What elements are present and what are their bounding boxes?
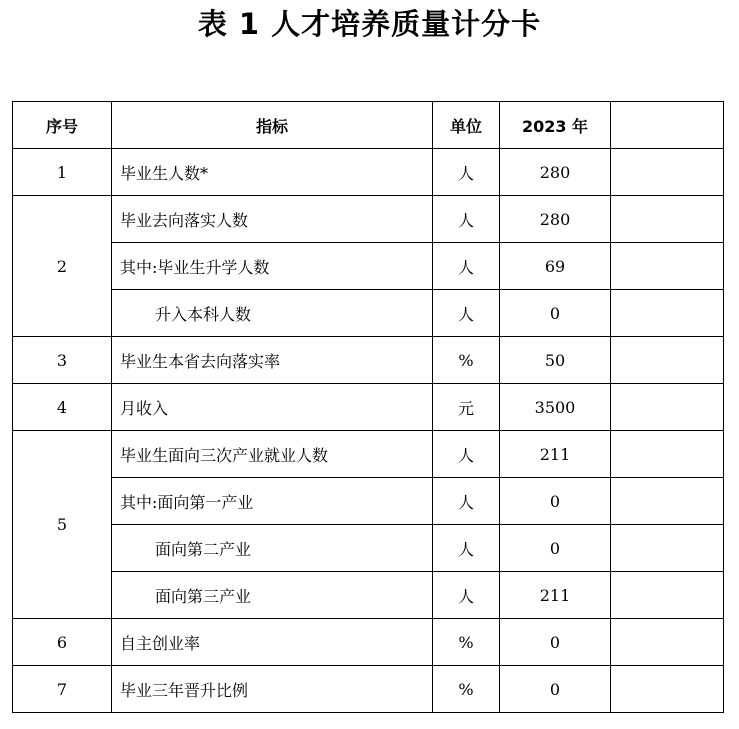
value-cell: 0 <box>500 619 611 666</box>
seq-cell: 5 <box>13 431 112 619</box>
indicator-cell: 自主创业率 <box>112 619 433 666</box>
unit-cell: 人 <box>433 243 500 290</box>
unit-cell: 人 <box>433 196 500 243</box>
table-row <box>13 431 724 478</box>
table-row <box>13 384 724 431</box>
table-row <box>13 196 724 243</box>
extra-cell <box>611 525 724 572</box>
indicator-cell: 面向第三产业 <box>112 572 433 619</box>
header-indicator: 指标 <box>112 102 433 149</box>
table-row <box>13 149 724 196</box>
value-cell: 211 <box>500 572 611 619</box>
indicator-cell: 毕业生本省去向落实率 <box>112 337 433 384</box>
header-year: 2023 年 <box>500 102 611 149</box>
header-extra <box>611 102 724 149</box>
unit-cell: 人 <box>433 478 500 525</box>
unit-cell: 人 <box>433 290 500 337</box>
unit-cell: 元 <box>433 384 500 431</box>
value-cell: 3500 <box>500 384 611 431</box>
indicator-cell: 升入本科人数 <box>112 290 433 337</box>
table-row <box>13 572 724 619</box>
table-row <box>13 478 724 525</box>
seq-cell: 1 <box>13 149 112 196</box>
value-cell: 0 <box>500 666 611 713</box>
table-row <box>13 337 724 384</box>
extra-cell <box>611 619 724 666</box>
indicator-cell: 其中:毕业生升学人数 <box>112 243 433 290</box>
value-cell: 280 <box>500 149 611 196</box>
indicator-cell: 毕业生人数* <box>112 149 433 196</box>
seq-cell: 3 <box>13 337 112 384</box>
extra-cell <box>611 666 724 713</box>
value-cell: 0 <box>500 525 611 572</box>
header-unit: 单位 <box>433 102 500 149</box>
table-row <box>13 290 724 337</box>
extra-cell <box>611 243 724 290</box>
table-row <box>13 525 724 572</box>
table-title: 表 1 人才培养质量计分卡 <box>197 7 542 41</box>
extra-cell <box>611 431 724 478</box>
value-cell: 50 <box>500 337 611 384</box>
value-cell: 0 <box>500 478 611 525</box>
extra-cell <box>611 384 724 431</box>
unit-cell: 人 <box>433 149 500 196</box>
value-cell: 211 <box>500 431 611 478</box>
indicator-cell: 面向第二产业 <box>112 525 433 572</box>
seq-cell: 6 <box>13 619 112 666</box>
seq-cell: 7 <box>13 666 112 713</box>
indicator-cell: 毕业去向落实人数 <box>112 196 433 243</box>
extra-cell <box>611 149 724 196</box>
table-row <box>13 666 724 713</box>
talent-quality-scorecard-table <box>12 101 724 713</box>
extra-cell <box>611 196 724 243</box>
unit-cell: % <box>433 337 500 384</box>
table-row <box>13 619 724 666</box>
unit-cell: 人 <box>433 431 500 478</box>
table-row <box>13 243 724 290</box>
header-row <box>13 102 724 149</box>
unit-cell: 人 <box>433 525 500 572</box>
extra-cell <box>611 290 724 337</box>
extra-cell <box>611 478 724 525</box>
header-seq: 序号 <box>13 102 112 149</box>
value-cell: 69 <box>500 243 611 290</box>
value-cell: 0 <box>500 290 611 337</box>
value-cell: 280 <box>500 196 611 243</box>
unit-cell: % <box>433 666 500 713</box>
extra-cell <box>611 572 724 619</box>
seq-cell: 2 <box>13 196 112 337</box>
indicator-cell: 毕业生面向三次产业就业人数 <box>112 431 433 478</box>
unit-cell: % <box>433 619 500 666</box>
indicator-cell: 其中:面向第一产业 <box>112 478 433 525</box>
unit-cell: 人 <box>433 572 500 619</box>
indicator-cell: 毕业三年晋升比例 <box>112 666 433 713</box>
indicator-cell: 月收入 <box>112 384 433 431</box>
extra-cell <box>611 337 724 384</box>
seq-cell: 4 <box>13 384 112 431</box>
